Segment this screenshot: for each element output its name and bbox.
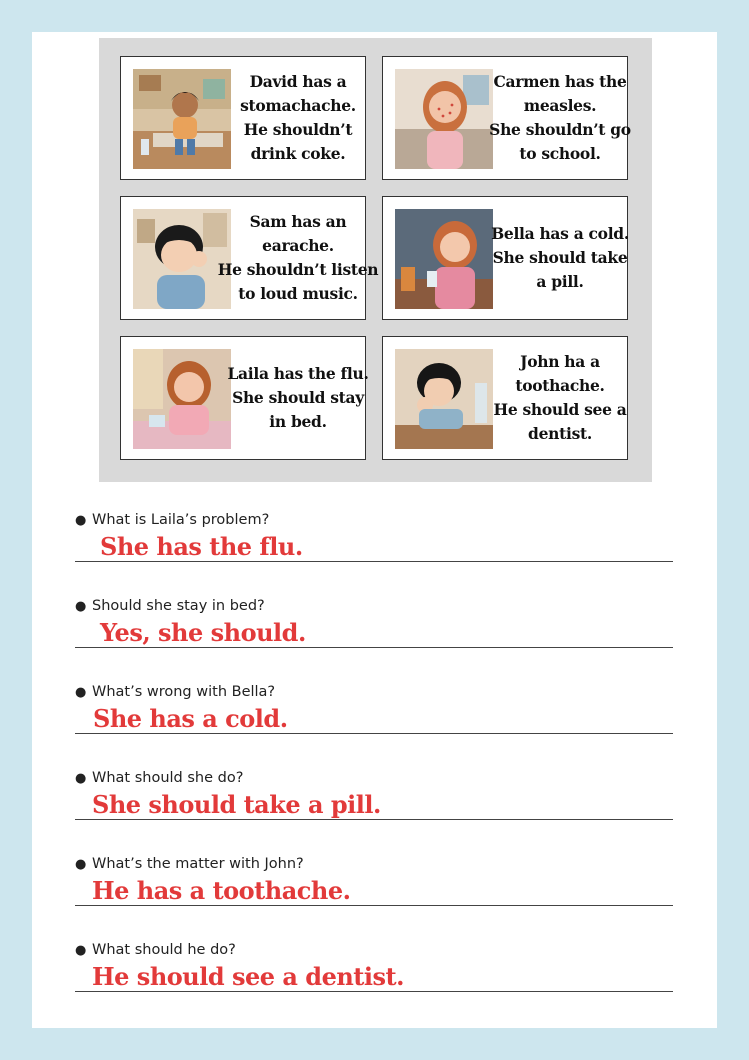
- answer-line: [75, 561, 673, 562]
- answer-line: [75, 647, 673, 648]
- card-bella-text: [491, 203, 629, 313]
- girl-cold-illustration: [395, 209, 493, 309]
- illustration-panel: [99, 38, 652, 482]
- card-line: drink coke.: [250, 144, 346, 163]
- answer-text[interactable]: Yes, she should.: [100, 618, 306, 647]
- question-text: [75, 512, 269, 528]
- question-label: What is Laila’s problem?: [92, 512, 270, 528]
- card-john-text: [495, 343, 625, 453]
- card-line: He shouldn’t: [243, 120, 353, 139]
- question-text: [75, 598, 265, 614]
- card-line: measles.: [523, 96, 597, 115]
- question-label: What’s the matter with John?: [92, 856, 304, 872]
- card-sam: [120, 196, 379, 320]
- card-line: John ha a: [520, 352, 600, 371]
- question-label: What should she do?: [92, 770, 244, 786]
- worksheet-page: [32, 32, 717, 1028]
- question-text: [75, 856, 304, 872]
- answer-text[interactable]: She has the flu.: [100, 532, 303, 561]
- card-line: He should see a: [493, 400, 627, 419]
- card-line: She shouldn’t go: [489, 120, 631, 139]
- card-laila-text: [227, 343, 369, 453]
- card-line: a pill.: [536, 272, 584, 291]
- answer-text[interactable]: She has a cold.: [93, 704, 288, 733]
- card-john: [382, 336, 628, 460]
- bullet-icon: ●: [75, 599, 87, 614]
- card-line: He shouldn’t listen: [217, 260, 379, 279]
- card-line: toothache.: [515, 376, 605, 395]
- answer-text[interactable]: He should see a dentist.: [92, 962, 404, 991]
- card-line: earache.: [262, 236, 334, 255]
- question-label: What should he do?: [92, 942, 236, 958]
- boy-toothache-illustration: [395, 349, 493, 449]
- bullet-icon: ●: [75, 685, 87, 700]
- boy-stomachache-illustration: [133, 69, 231, 169]
- card-carmen-text: [489, 63, 631, 173]
- boy-earache-illustration: [133, 209, 231, 309]
- card-line: Bella has a cold.: [491, 224, 629, 243]
- card-line: She should take: [492, 248, 628, 267]
- question-text: [75, 770, 243, 786]
- question-text: [75, 684, 275, 700]
- card-line: to loud music.: [238, 284, 358, 303]
- card-carmen: [382, 56, 631, 180]
- card-line: in bed.: [269, 412, 327, 431]
- card-bella: [382, 196, 628, 320]
- answer-line: [75, 991, 673, 992]
- card-sam-text: [217, 203, 379, 313]
- girl-measles-illustration: [395, 69, 493, 169]
- question-label: What’s wrong with Bella?: [92, 684, 276, 700]
- answer-text[interactable]: He has a toothache.: [92, 876, 351, 905]
- card-line: Carmen has the: [493, 72, 627, 91]
- card-line: to school.: [519, 144, 601, 163]
- answer-text[interactable]: She should take a pill.: [92, 790, 381, 819]
- bullet-icon: ●: [75, 857, 87, 872]
- card-david: [120, 56, 366, 180]
- girl-flu-illustration: [133, 349, 231, 449]
- answer-line: [75, 819, 673, 820]
- card-line: Sam has an: [249, 212, 347, 231]
- card-line: David has a: [249, 72, 347, 91]
- answer-line: [75, 905, 673, 906]
- question-label: Should she stay in bed?: [92, 598, 265, 614]
- card-line: stomachache.: [240, 96, 356, 115]
- card-line: dentist.: [528, 424, 592, 443]
- card-line: Laila has the flu.: [227, 364, 369, 383]
- card-david-text: [233, 63, 363, 173]
- card-laila: [120, 336, 369, 460]
- bullet-icon: ●: [75, 943, 87, 958]
- bullet-icon: ●: [75, 771, 87, 786]
- answer-line: [75, 733, 673, 734]
- card-line: She should stay: [232, 388, 364, 407]
- bullet-icon: ●: [75, 513, 87, 528]
- question-text: [75, 942, 236, 958]
